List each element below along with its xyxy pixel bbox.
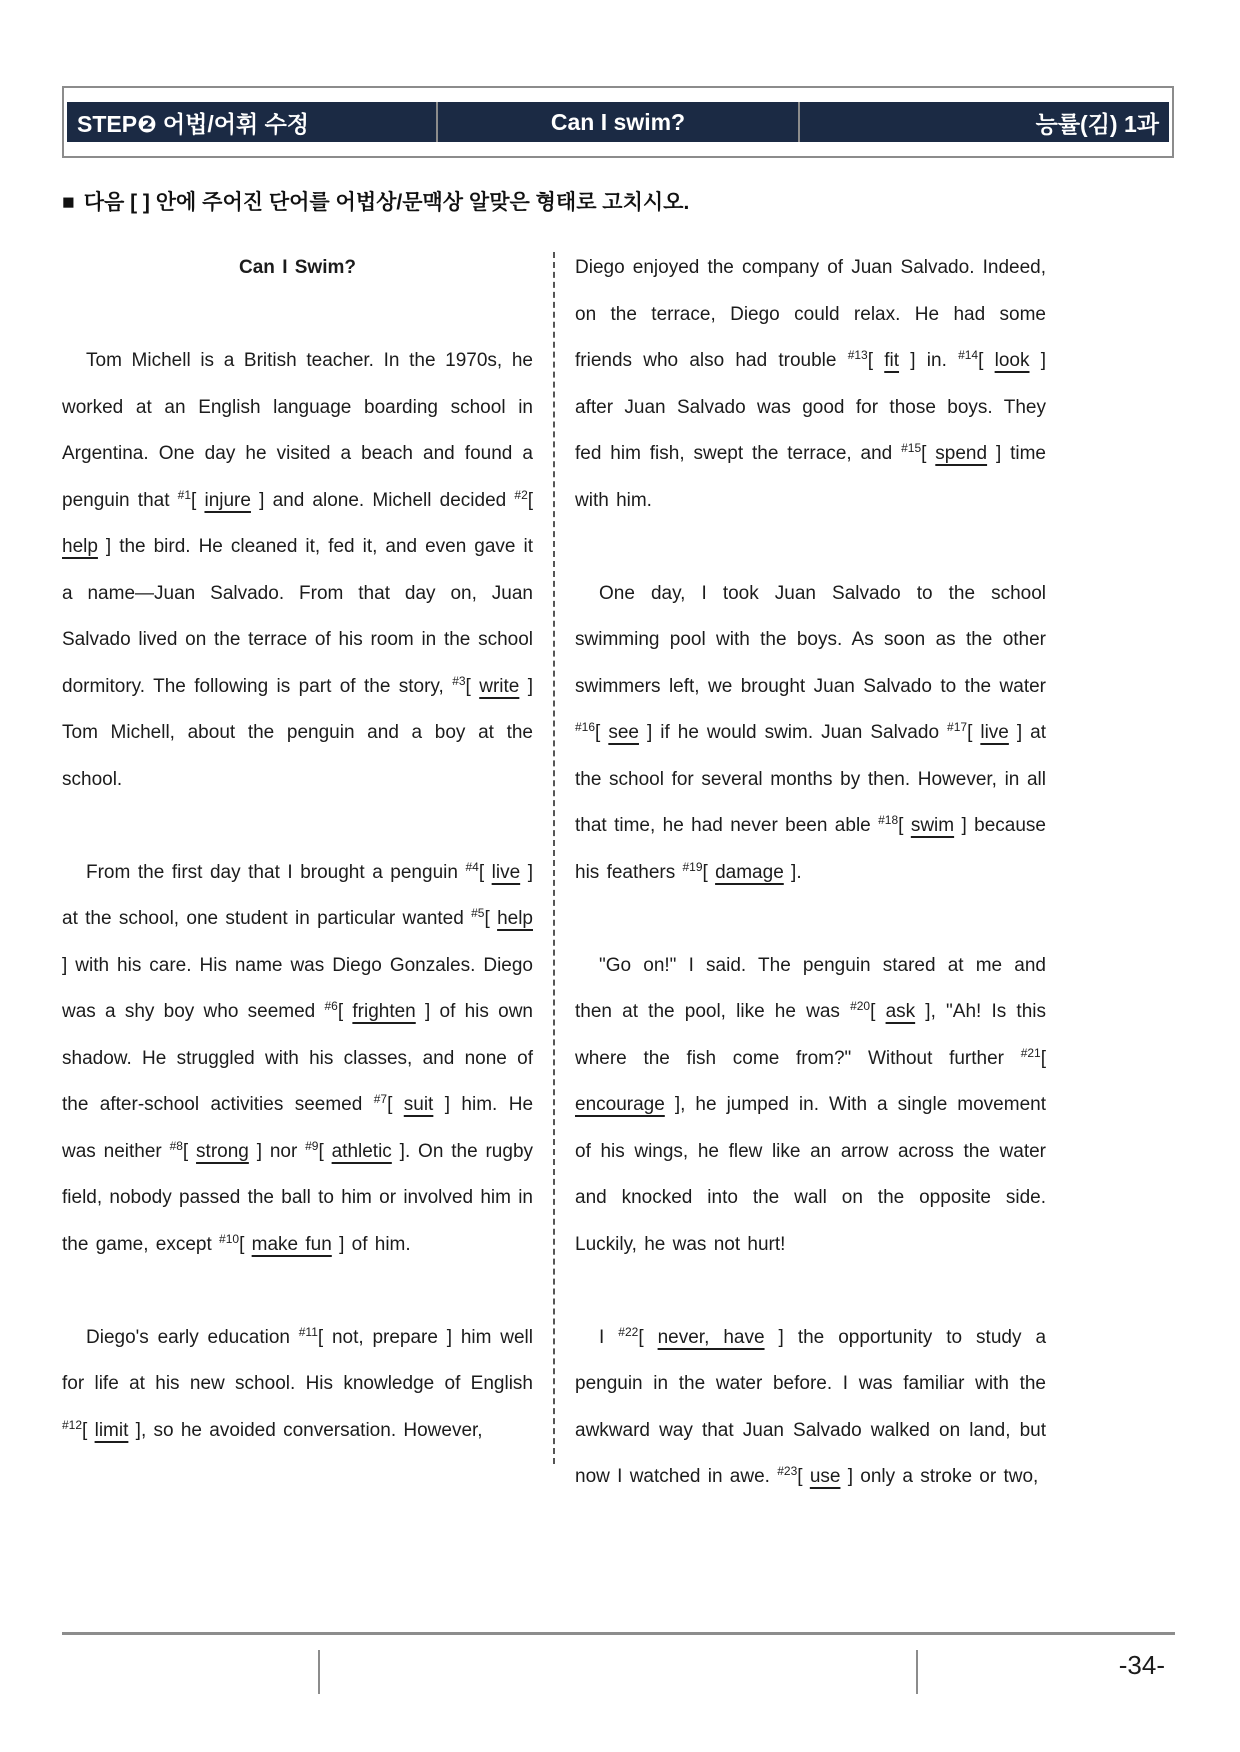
bracket-word: ask (885, 1001, 916, 1022)
bracket-word: swim (910, 815, 955, 836)
item-number: #5 (471, 906, 485, 920)
instruction-text: 다음 [ ] 안에 주어진 단어를 어법상/문맥상 알맞은 형태로 고치시오. (83, 191, 690, 214)
bracket-word: write (479, 675, 520, 697)
item-number: #3 (452, 673, 466, 688)
paragraph: Diego's early education $^{\#11}$[ not, prepare ] him well for life at his new school. His knowledge of English $^{\#12}$[ limit ], so he avoided conversation. However, (62, 1324, 533, 1441)
paragraph: From the first day that I brought a penguin $^{\#4}$[ live ] at the school, one student in particular wanted $^{\#5}$[ help ] with his care. His name was Diego Gonzales. Diego was a shy boy who seemed $^{\#6}$[ frighten ] of his own shadow. He struggled with his classes, and none of the after-school activities seemed $^{\#7}$[ suit ] him. He was neither $^{\#8}$[ strong ] nor $^{\#9}$[ athletic ]. On the rugby field, nobody passed the ball to him or involved him in the game, except $^{\#10}$[ make fun ] of him. (62, 859, 534, 1255)
item-number: #19 (682, 859, 703, 874)
paragraph: One day, I took Juan Salvado to the school swimming pool with the boys. As soon as the other swimmers left, we brought Juan Salvado to the water $^{\#16}$[ see ] if he would swim. Juan Salvado $^{\#17}$[ live ] at the school for several months by then. However, in all that time, he had never been able $^{\#18}$[ swim ] because his feathers $^{\#19}$[ damage ]. (575, 582, 1047, 883)
footer-tick-left (318, 1650, 320, 1694)
item-number: #17 (947, 720, 968, 734)
bracket-word: frighten (352, 1001, 416, 1022)
footer-rule (62, 1632, 1175, 1635)
item-number: #22 (618, 1324, 639, 1339)
right-paragraphs (575, 245, 1046, 1501)
bracket-word: spend (935, 443, 988, 464)
item-number: #1 (177, 487, 192, 502)
item-number: #8 (169, 1138, 183, 1153)
paragraph: Tom Michell is a British teacher. In the 1970s, he worked at an English language boarding school in Argentina. One day he visited a beach and found a penguin that $^{\#1}$[ injure ] and alone. Michell decided $^{\#2}$[ help ] the bird. He cleaned it, fed it, and even gave it a name—Juan Salvado. From that day on, Juan Salvado lived on the terrace of his room in the school dormitory. The following is part of the story, $^{\#3}$[ write ] Tom Michell, about the penguin and a boy at the school. (62, 350, 534, 790)
bracket-word: never, have (657, 1326, 765, 1348)
item-number: #11 (298, 1324, 318, 1339)
column-divider (553, 252, 555, 1464)
paragraph: I $^{\#22}$[ never, have ] the opportunity to study a penguin in the water before. I was familiar with the awkward way that Juan Salvado walked on land, but now I watched in awe. $^{\#23}$[ use ] only a stroke or two, (575, 1324, 1047, 1487)
item-number: #21 (1020, 1045, 1041, 1060)
right-column (575, 245, 1046, 1501)
bracket-word: damage (715, 861, 784, 883)
item-number: #10 (219, 1231, 240, 1246)
left-column (62, 245, 533, 1501)
bracket-word: encourage (575, 1094, 665, 1115)
bracket-word: injure (204, 489, 251, 511)
header-lesson-label: 능률(김) 1과 (1035, 110, 1159, 137)
bracket-word: see (608, 722, 639, 743)
item-number: #4 (465, 859, 479, 874)
item-number: #12 (62, 1417, 83, 1432)
bracket-word: live (980, 722, 1009, 743)
item-number: #18 (878, 813, 899, 827)
item-number: #13 (847, 348, 868, 362)
bracket-word: fit (884, 350, 900, 371)
bracket-word: help (497, 908, 533, 929)
item-number: #16 (575, 720, 596, 734)
bracket-word: live (491, 861, 521, 883)
left-paragraphs (62, 338, 533, 1454)
item-number: #14 (958, 348, 979, 362)
page-number: -34- (1118, 1650, 1165, 1680)
header-bar (67, 102, 1169, 142)
bracket-word: help (62, 536, 98, 557)
item-number: #2 (514, 487, 528, 502)
instruction (62, 186, 1062, 216)
header-title: Can I swim? (550, 108, 686, 135)
paragraph: "Go on!" I said. The penguin stared at me and then at the pool, like he was $^{\#20}$[ ask ], "Ah! Is this where the fish come from?" Without further $^{\#21}$[ encourage ], he jumped in. With a single movement of his wings, he flew like an arrow across the water and knocked into the wall on the opposite side. Luckily, he was not hurt! (575, 954, 1046, 1255)
item-number: #7 (373, 1092, 388, 1106)
item-number: #6 (324, 999, 338, 1013)
paragraph: Diego enjoyed the company of Juan Salvado. Indeed, on the terrace, Diego could relax. He had some friends who also had trouble $^{\#13}$[ fit ] in. $^{\#14}$[ look ] after Juan Salvado was good for those boys. They fed him fish, swept the terrace, and $^{\#15}$[ spend ] time with him. (575, 257, 1046, 511)
item-number: #15 (901, 441, 922, 455)
item-number: #23 (777, 1464, 798, 1478)
bracket-word: make fun (251, 1233, 332, 1255)
square-bullet-icon: ■ (62, 191, 75, 214)
item-number: #20 (850, 999, 871, 1013)
bracket-word: athletic (331, 1140, 392, 1162)
item-number: #9 (305, 1138, 319, 1153)
bracket-word: use (809, 1466, 841, 1487)
footer-tick-right (916, 1650, 918, 1694)
bracket-word: strong (196, 1140, 249, 1162)
bracket-word: suit (403, 1094, 434, 1115)
article-title: Can I Swim? (239, 257, 356, 278)
header (62, 86, 1174, 158)
bracket-word: limit (94, 1419, 129, 1441)
bracket-word: look (994, 350, 1030, 371)
bracket-word: not, prepare (331, 1326, 438, 1348)
header-step-label: STEP❷ 어법/어휘 수정 (77, 110, 310, 137)
